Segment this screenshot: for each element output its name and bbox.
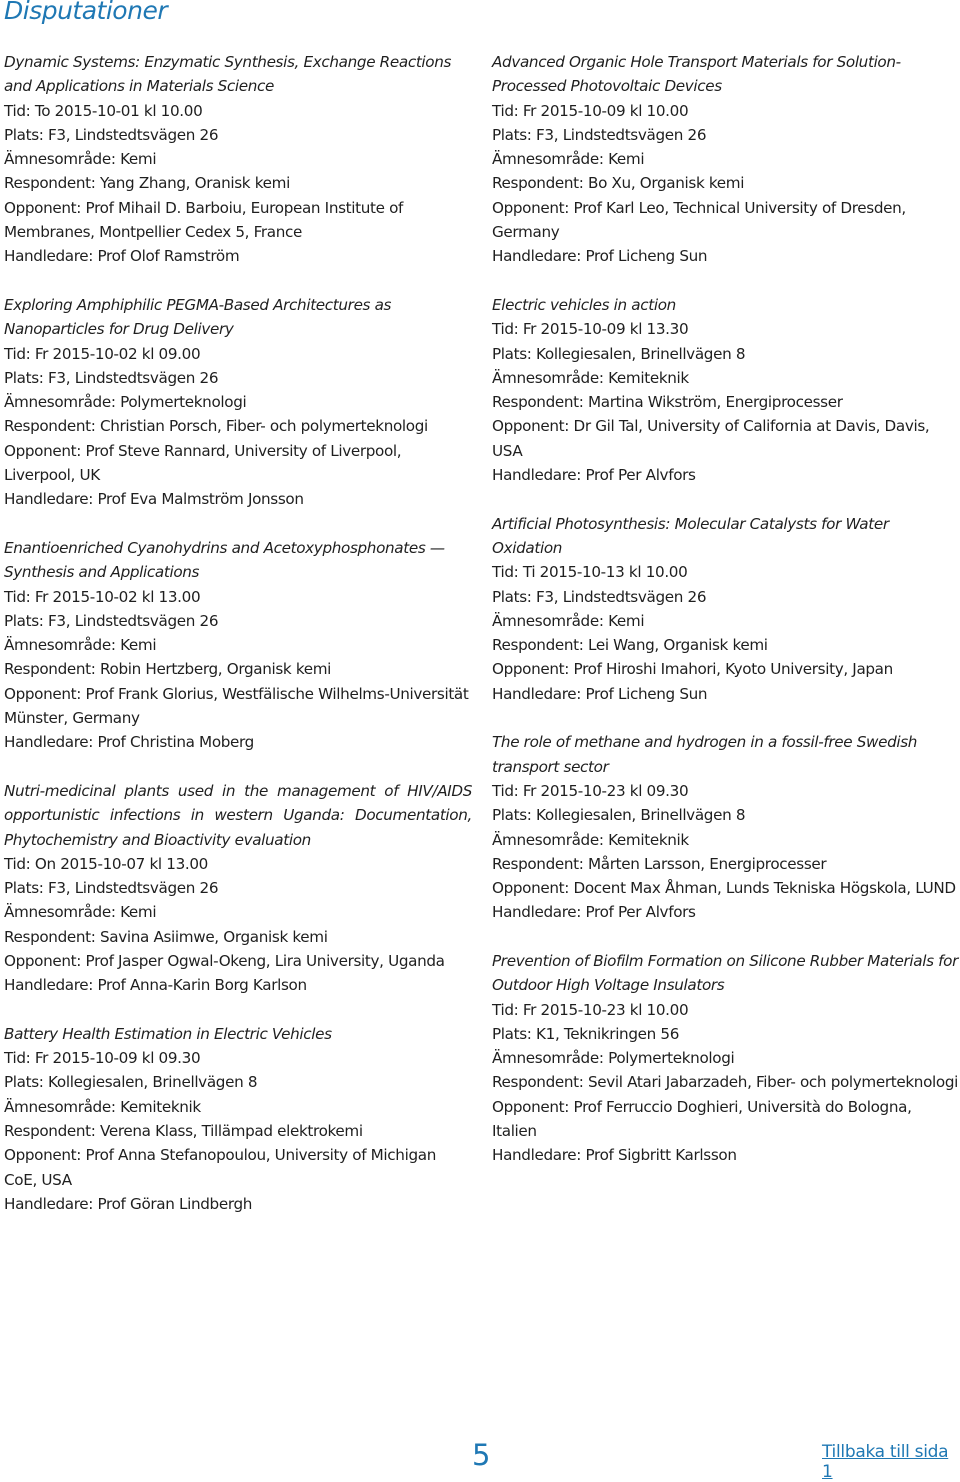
entry-opponent: Opponent: Prof Anna Stefanopoulou, University of Michigan CoE, USA bbox=[4, 1146, 436, 1189]
entry-place: Plats: F3, Lindstedtsvägen 26 bbox=[492, 587, 707, 606]
entry-opponent: Opponent: Prof Frank Glorius, Westfälische Wilhelms-Universität Münster, Germany bbox=[4, 684, 469, 728]
entry-subject: Ämnesområde: Kemiteknik bbox=[4, 1097, 201, 1116]
entry-subject: Ämnesområde: Polymerteknologi bbox=[4, 393, 247, 412]
entry-opponent: Opponent: Prof Jasper Ogwal-Okeng, Lira University, Uganda bbox=[4, 951, 445, 970]
entry-respondent: Respondent: Christian Porsch, Fiber- och polymerteknologi bbox=[4, 417, 428, 436]
entry-time: Tid: Fr 2015-10-09 kl 09.30 bbox=[4, 1049, 201, 1068]
dissertation-title: Battery Health Estimation in Electric Vehicles bbox=[4, 1024, 332, 1043]
entry-respondent: Respondent: Robin Hertzberg, Organisk kemi bbox=[4, 660, 332, 679]
dissertation-entry bbox=[4, 779, 472, 998]
dissertation-entry bbox=[492, 512, 958, 706]
entry-subject: Ämnesområde: Kemi bbox=[4, 150, 157, 169]
dissertation-title: Enantioenriched Cyanohydrins and Acetoxyphosphonates — Synthesis and Applications bbox=[4, 538, 445, 582]
dissertation-entry bbox=[4, 50, 472, 269]
dissertation-entry bbox=[4, 536, 472, 755]
entry-opponent: Opponent: Dr Gil Tal, University of California at Davis, Davis, USA bbox=[492, 417, 930, 460]
entry-place: Plats: F3, Lindstedtsvägen 26 bbox=[4, 611, 219, 630]
entry-opponent: Opponent: Prof Karl Leo, Technical University of Dresden, Germany bbox=[492, 198, 906, 242]
entry-opponent: Opponent: Docent Max Åhman, Lunds Tekniska Högskola, LUND bbox=[492, 879, 956, 898]
entry-place: Plats: F3, Lindstedtsvägen 26 bbox=[4, 125, 219, 144]
entry-opponent: Opponent: Prof Ferruccio Doghieri, Università do Bologna, Italien bbox=[492, 1097, 912, 1141]
back-to-page-1-link[interactable]: Tillbaka till sida 1 bbox=[822, 1442, 949, 1482]
entry-opponent: Opponent: Prof Hiroshi Imahori, Kyoto University, Japan bbox=[492, 660, 893, 679]
dissertation-title: Prevention of Biofilm Formation on Silicone Rubber Materials for Outdoor High Voltage Insulators bbox=[492, 951, 959, 995]
dissertation-entry bbox=[492, 730, 958, 924]
entry-place: Plats: F3, Lindstedtsvägen 26 bbox=[492, 125, 707, 144]
dissertation-entry bbox=[492, 949, 958, 1168]
entry-subject: Ämnesområde: Kemi bbox=[492, 611, 645, 630]
entry-time: Tid: To 2015-10-01 kl 10.00 bbox=[4, 101, 203, 120]
entry-supervisor: Handledare: Prof Eva Malmström Jonsson bbox=[4, 490, 304, 509]
entry-time: Tid: Fr 2015-10-09 kl 13.30 bbox=[492, 320, 689, 339]
entry-supervisor: Handledare: Prof Licheng Sun bbox=[492, 684, 708, 703]
entry-time: Tid: Fr 2015-10-02 kl 09.00 bbox=[4, 344, 201, 363]
entry-respondent: Respondent: Sevil Atari Jabarzadeh, Fiber- och polymerteknologi bbox=[492, 1073, 958, 1092]
entry-supervisor: Handledare: Prof Christina Moberg bbox=[4, 733, 254, 752]
entry-respondent: Respondent: Bo Xu, Organisk kemi bbox=[492, 174, 745, 193]
right-column bbox=[492, 50, 958, 1192]
entry-supervisor: Handledare: Prof Sigbritt Karlsson bbox=[492, 1146, 737, 1165]
dissertation-title: Nutri-medicinal plants used in the management of HIV/AIDS opportunistic infections in western Uganda: Documentation, Phytochemistry and Bioactivity evaluation bbox=[4, 781, 472, 849]
left-column bbox=[4, 50, 472, 1241]
entry-supervisor: Handledare: Prof Per Alvfors bbox=[492, 466, 696, 485]
dissertation-entry bbox=[4, 293, 472, 512]
entry-subject: Ämnesområde: Kemi bbox=[4, 903, 157, 922]
entry-place: Plats: K1, Teknikringen 56 bbox=[492, 1024, 680, 1043]
entry-opponent: Opponent: Prof Steve Rannard, University of Liverpool, Liverpool, UK bbox=[4, 441, 402, 485]
entry-supervisor: Handledare: Prof Anna-Karin Borg Karlson bbox=[4, 976, 307, 995]
entry-supervisor: Handledare: Prof Per Alvfors bbox=[492, 903, 696, 922]
dissertation-title: Electric vehicles in action bbox=[492, 295, 676, 314]
entry-time: Tid: Fr 2015-10-09 kl 10.00 bbox=[492, 101, 689, 120]
entry-supervisor: Handledare: Prof Licheng Sun bbox=[492, 247, 708, 266]
entry-respondent: Respondent: Lei Wang, Organisk kemi bbox=[492, 636, 768, 655]
entry-time: Tid: Fr 2015-10-02 kl 13.00 bbox=[4, 587, 201, 606]
dissertation-entry bbox=[492, 293, 958, 487]
page-number: 5 bbox=[472, 1438, 491, 1472]
entry-subject: Ämnesområde: Kemi bbox=[4, 636, 157, 655]
entry-time: Tid: Ti 2015-10-13 kl 10.00 bbox=[492, 563, 688, 582]
entry-subject: Ämnesområde: Kemiteknik bbox=[492, 830, 689, 849]
entry-place: Plats: Kollegiesalen, Brinellvägen 8 bbox=[492, 344, 746, 363]
entry-respondent: Respondent: Savina Asiimwe, Organisk kemi bbox=[4, 927, 328, 946]
entry-subject: Ämnesområde: Polymerteknologi bbox=[492, 1049, 735, 1068]
entry-supervisor: Handledare: Prof Göran Lindbergh bbox=[4, 1194, 253, 1213]
dissertation-title: Advanced Organic Hole Transport Materials for Solution-Processed Photovoltaic Devices bbox=[492, 53, 901, 96]
entry-subject: Ämnesområde: Kemi bbox=[492, 150, 645, 169]
dissertation-entry bbox=[4, 1022, 472, 1216]
entry-place: Plats: F3, Lindstedtsvägen 26 bbox=[4, 879, 219, 898]
entry-time: Tid: On 2015-10-07 kl 13.00 bbox=[4, 854, 208, 873]
entry-opponent: Opponent: Prof Mihail D. Barboiu, European Institute of Membranes, Montpellier Cedex 5, France bbox=[4, 198, 404, 242]
entry-respondent: Respondent: Verena Klass, Tillämpad elektrokemi bbox=[4, 1122, 363, 1141]
entry-respondent: Respondent: Yang Zhang, Oranisk kemi bbox=[4, 174, 290, 193]
entry-place: Plats: F3, Lindstedtsvägen 26 bbox=[4, 368, 219, 387]
dissertation-title: The role of methane and hydrogen in a fossil-free Swedish transport sector bbox=[492, 733, 918, 776]
entry-respondent: Respondent: Martina Wikström, Energiprocesser bbox=[492, 393, 843, 412]
entry-time: Tid: Fr 2015-10-23 kl 10.00 bbox=[492, 1000, 689, 1019]
entry-respondent: Respondent: Mårten Larsson, Energiprocesser bbox=[492, 854, 827, 873]
entry-supervisor: Handledare: Prof Olof Ramström bbox=[4, 247, 240, 266]
dissertation-title: Exploring Amphiphilic PEGMA-Based Architectures as Nanoparticles for Drug Delivery bbox=[4, 295, 392, 339]
dissertation-title: Dynamic Systems: Enzymatic Synthesis, Exchange Reactions and Applications in Materials Science bbox=[4, 53, 452, 96]
entry-subject: Ämnesområde: Kemiteknik bbox=[492, 368, 689, 387]
entry-place: Plats: Kollegiesalen, Brinellvägen 8 bbox=[4, 1073, 258, 1092]
dissertation-entry bbox=[492, 50, 958, 269]
entry-place: Plats: Kollegiesalen, Brinellvägen 8 bbox=[492, 806, 746, 825]
dissertation-title: Artificial Photosynthesis: Molecular Catalysts for Water Oxidation bbox=[492, 514, 889, 557]
page-title: Disputationer bbox=[4, 0, 168, 25]
entry-time: Tid: Fr 2015-10-23 kl 09.30 bbox=[492, 781, 689, 800]
